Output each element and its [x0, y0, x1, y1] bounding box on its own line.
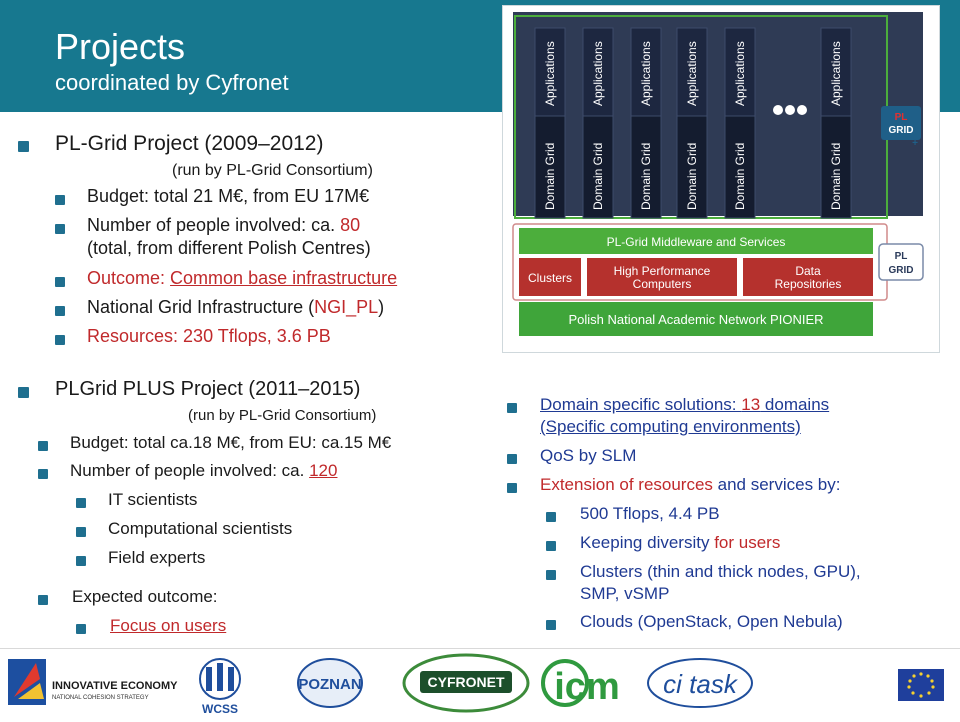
svg-text:WCSS: WCSS — [202, 702, 238, 716]
network-label: Polish National Academic Network PIONIER — [568, 312, 824, 327]
plgrid-plus-run-by: (run by PL-Grid Consortium) — [188, 407, 377, 424]
domain-grid-label: Domain Grid — [829, 142, 843, 210]
sub-item: Clouds (OpenStack, Open Nebula) — [580, 612, 843, 631]
plgrid-plus-budget: Budget: total ca.18 M€, from EU: ca.15 M€ — [70, 433, 392, 452]
domain-grid-label: Domain Grid — [591, 142, 605, 210]
bullet-icon — [55, 224, 65, 234]
bullet-icon — [507, 454, 517, 464]
ellipsis-icon — [773, 105, 807, 115]
plgrid-resources: Resources: 230 Tflops, 3.6 PB — [87, 326, 331, 346]
team-item: IT scientists — [108, 490, 198, 509]
applications-label: Applications — [639, 41, 653, 106]
applications-label: Applications — [591, 41, 605, 106]
bullet-icon — [76, 624, 86, 634]
domain-column-1 — [535, 28, 565, 218]
footer-logos — [0, 648, 960, 717]
plgrid-outcome: Outcome: Common base infrastructure — [87, 268, 398, 288]
eu-flag-icon — [898, 669, 944, 701]
svg-text:PL: PL — [894, 251, 908, 262]
architecture-svg — [503, 6, 939, 352]
bullet-icon — [507, 483, 517, 493]
data-label-1: Data — [795, 264, 821, 278]
domain-grid-label: Domain Grid — [543, 142, 557, 210]
domain-column-6 — [821, 28, 851, 218]
team-item: Computational scientists — [108, 519, 293, 538]
sub-item: 500 Tflops, 4.4 PB — [580, 504, 720, 523]
innovative-economy-logo — [8, 659, 178, 705]
bullet-icon — [18, 141, 29, 152]
plgrid-people: Number of people involved: ca. 80 — [87, 215, 361, 235]
clusters-label: Clusters — [527, 271, 573, 285]
plgrid-architecture-diagram — [503, 6, 939, 352]
bullet-icon — [38, 469, 48, 479]
svg-text:NATIONAL COHESION STRATEGY: NATIONAL COHESION STRATEGY — [52, 695, 149, 701]
domain-grid-label: Domain Grid — [733, 142, 747, 210]
applications-label: Applications — [829, 41, 843, 106]
citask-logo — [648, 659, 752, 707]
svg-text:ci task: ci task — [663, 669, 737, 699]
bullet-icon — [55, 195, 65, 205]
qos-item: QoS by SLM — [540, 446, 637, 465]
domain-solutions-note[interactable]: (Specific computing environments) — [540, 417, 801, 436]
hpc-label-1: High Performance — [613, 264, 711, 278]
domain-column-4 — [677, 28, 707, 218]
bullet-icon — [546, 512, 556, 522]
data-label-2: Repositories — [774, 277, 842, 291]
domain-column-3 — [631, 28, 661, 218]
svg-text:icm: icm — [554, 666, 620, 708]
hpc-label-2: Computers — [632, 277, 692, 291]
footer-svg — [0, 649, 960, 717]
plgrid-ngi: National Grid Infrastructure (NGI_PL) — [87, 297, 385, 317]
slide-title: Projects — [55, 26, 186, 67]
domain-grid-label: Domain Grid — [639, 142, 653, 210]
bullet-icon — [546, 541, 556, 551]
plgrid-plus-title: PLGrid PLUS Project (2011–2015) — [55, 378, 361, 400]
bullet-icon — [546, 620, 556, 630]
plgrid-plus-people: Number of people involved: ca. 120 — [70, 461, 338, 480]
svg-text:GRID: GRID — [888, 125, 914, 136]
icm-logo — [543, 661, 620, 708]
bullet-icon — [55, 335, 65, 345]
svg-text:GRID: GRID — [888, 265, 914, 276]
applications-label: Applications — [733, 41, 747, 106]
sub-item-cont: SMP, vSMP — [580, 584, 670, 603]
plgrid-title: PL-Grid Project (2009–2012) — [55, 132, 324, 155]
plgrid-run-by: (run by PL-Grid Consortium) — [172, 162, 373, 179]
plgrid-people-note: (total, from different Polish Centres) — [87, 238, 371, 258]
plgrid-budget: Budget: total 21 M€, from EU 17M€ — [87, 186, 370, 206]
svg-text:INNOVATIVE ECONOMY: INNOVATIVE ECONOMY — [52, 680, 178, 692]
focus-on-users[interactable]: Focus on users — [110, 616, 227, 635]
diagram-background — [513, 12, 923, 216]
extension-item: Extension of resources and services by: — [540, 475, 841, 494]
applications-label: Applications — [685, 41, 699, 106]
bullet-icon — [76, 556, 86, 566]
team-item: Field experts — [108, 548, 206, 567]
bullet-icon — [507, 403, 517, 413]
domain-column-2 — [583, 28, 613, 218]
sub-item: Keeping diversity for users — [580, 533, 781, 552]
cyfronet-logo — [404, 655, 528, 711]
bullet-icon — [76, 498, 86, 508]
domain-column-5 — [725, 28, 755, 218]
svg-text:PL: PL — [894, 112, 908, 123]
poznan-logo — [298, 659, 362, 707]
wcss-logo — [200, 659, 240, 716]
svg-text:POZNAN: POZNAN — [298, 676, 362, 693]
domain-grid-label: Domain Grid — [685, 142, 699, 210]
expected-outcome: Expected outcome: — [72, 587, 218, 606]
applications-label: Applications — [543, 41, 557, 106]
domain-solutions[interactable]: Domain specific solutions: 13 domains — [540, 395, 830, 414]
bullet-icon — [38, 441, 48, 451]
bullet-icon — [18, 387, 29, 398]
sub-item: Clusters (thin and thick nodes, GPU), — [580, 562, 861, 581]
bullet-icon — [546, 570, 556, 580]
bullet-icon — [55, 306, 65, 316]
bullet-icon — [76, 527, 86, 537]
slide-subtitle: coordinated by Cyfronet — [55, 70, 289, 95]
bullet-icon — [55, 277, 65, 287]
bullet-icon — [38, 595, 48, 605]
middleware-label: PL-Grid Middleware and Services — [606, 235, 786, 249]
svg-text:+: + — [912, 138, 918, 149]
plgrid-logo — [879, 244, 923, 280]
svg-text:CYFRONET: CYFRONET — [427, 674, 505, 690]
